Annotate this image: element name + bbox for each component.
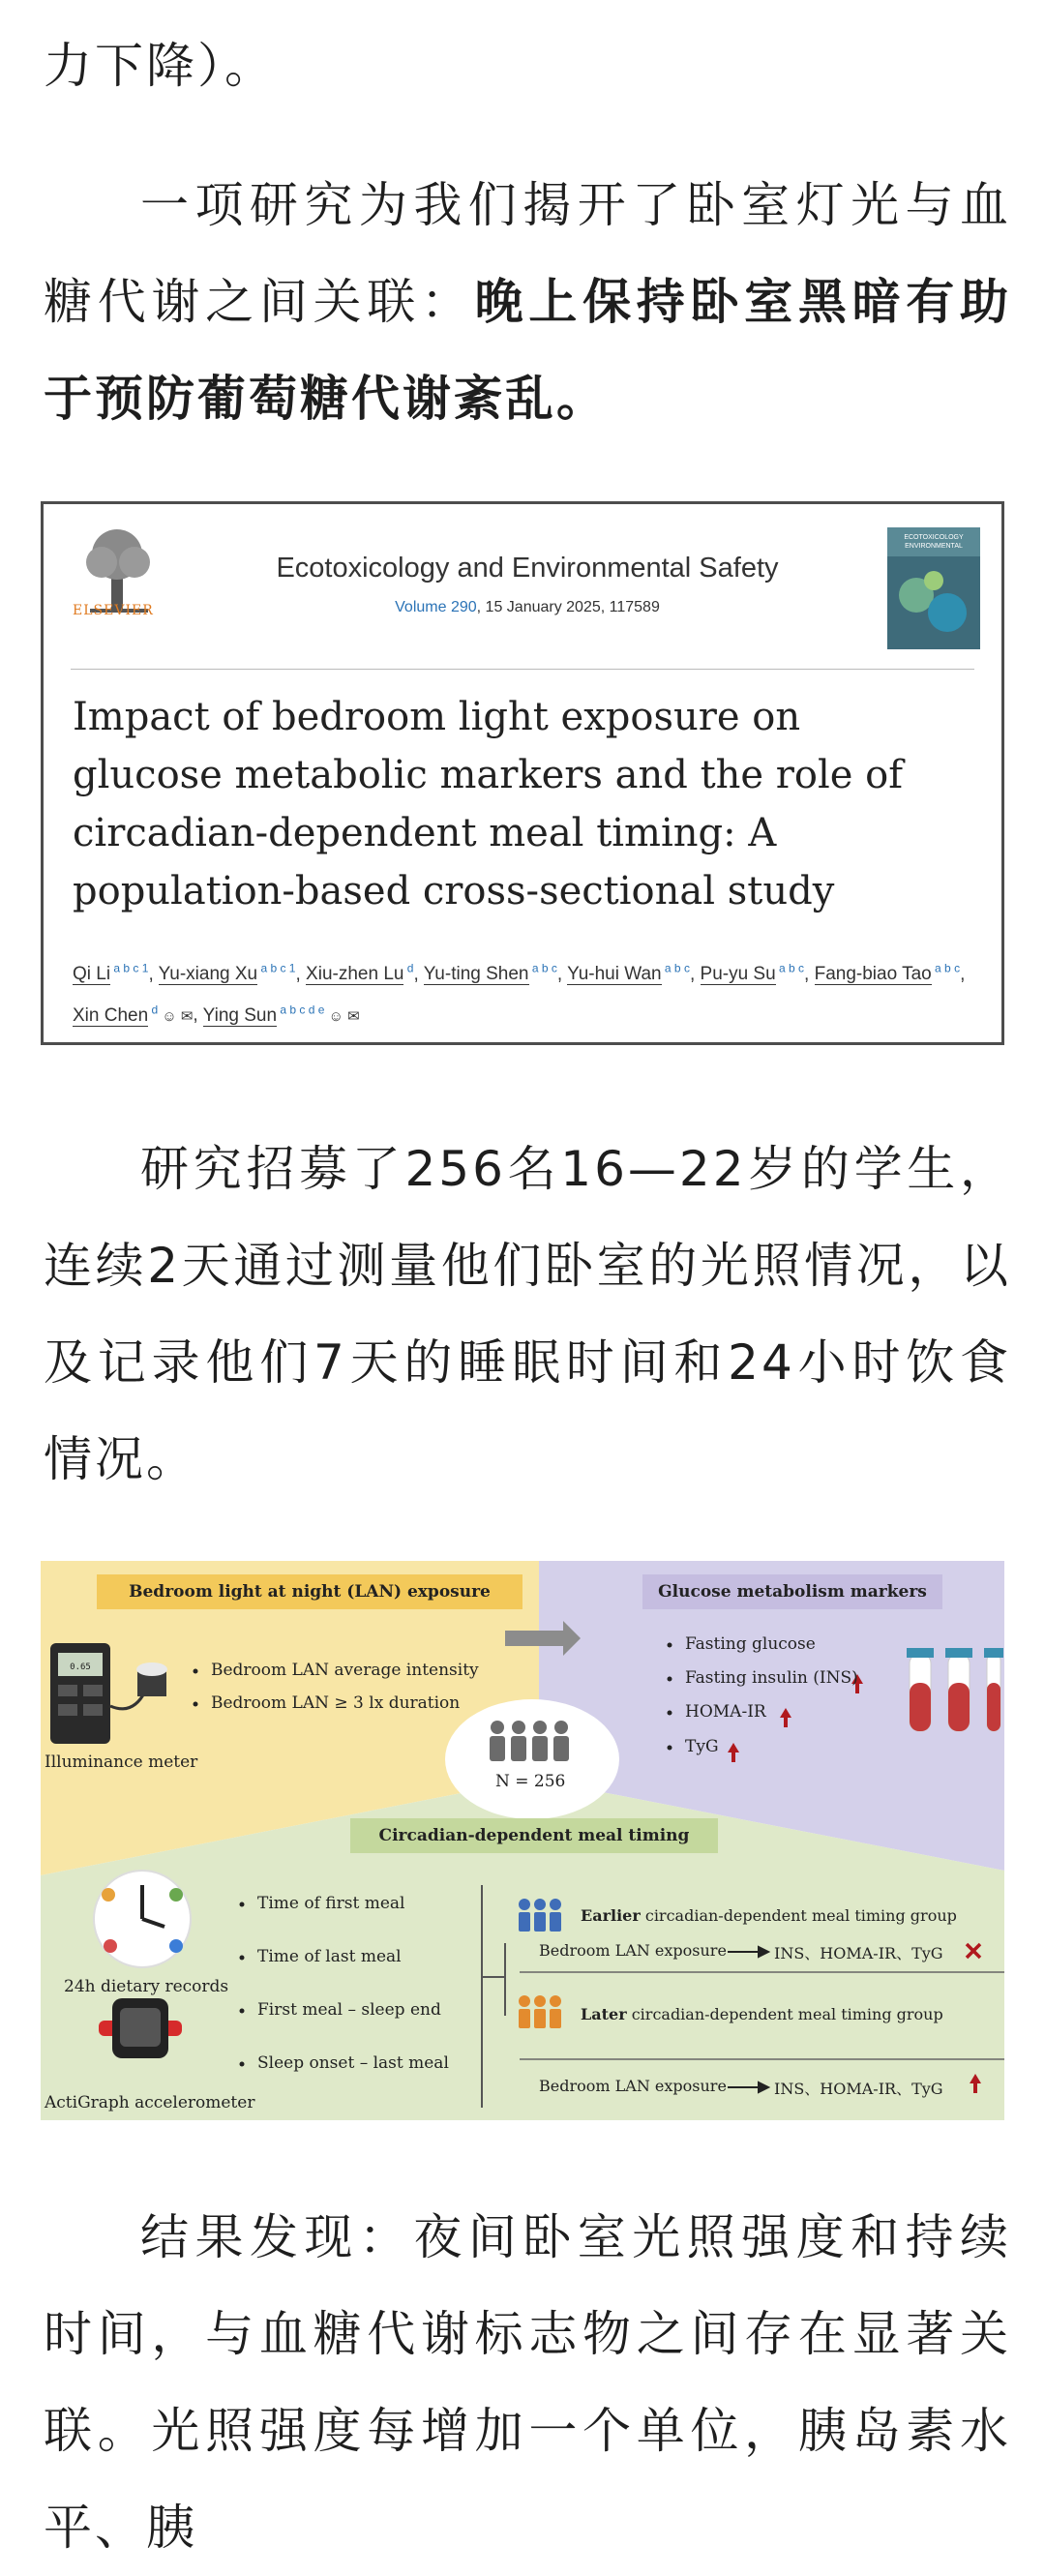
glucose-item-4: TyG xyxy=(685,1737,719,1756)
author-9[interactable] xyxy=(203,1005,360,1026)
svg-text:ENVIRONMENTAL: ENVIRONMENTAL xyxy=(905,543,963,550)
meal-title: Circadian-dependent meal timing xyxy=(378,1826,690,1845)
author-affiliation: d xyxy=(403,962,414,975)
meter-label: Illuminance meter xyxy=(45,1752,198,1772)
author-affiliation: a b c 1 xyxy=(257,962,296,975)
author-list: Qi Li $^{a b c 1}$, Yu-xiang Xu $^{a b c 1}$, Xiu-zhen Lu $^d$, Yu-ting Shen $^{a b c}$, Yu-hui Wan $^{a b c}$, Pu-yu Su $^{a b c}$, Fang-biao Tao $^{a b c}$, Xin Chen $^d$ ☺ ✉, Ying Sun $^{a b c d e}$ ☺ ✉ xyxy=(73,962,966,1026)
author-name[interactable]: Yu-ting Shen xyxy=(423,964,529,985)
author-affiliation: a b c d e xyxy=(277,1003,325,1017)
paragraph-2: 研究招募了256名16—22岁的学生，连续2天通过测量他们卧室的光照情况，以及记录他们7天的睡眠时间和24小时饮食情况。 xyxy=(44,1141,1011,1487)
volume-info xyxy=(189,599,866,616)
author-5[interactable] xyxy=(567,964,690,984)
later-bold: Later xyxy=(581,2005,627,2023)
journal-cover-image xyxy=(887,527,980,649)
author-name[interactable]: Ying Sun xyxy=(202,1004,278,1026)
svg-text:ECOTOXICOLOGY: ECOTOXICOLOGY xyxy=(904,534,964,541)
corresponding-author-icon[interactable]: ☺ ✉ xyxy=(324,1007,360,1025)
paragraph-0: 力下降）。 xyxy=(44,38,276,94)
author-name[interactable]: Xin Chen xyxy=(73,1004,149,1026)
author-7[interactable] xyxy=(815,964,960,984)
later-group-label xyxy=(581,2005,943,2023)
author-2[interactable] xyxy=(159,964,296,984)
glucose-item-2: Fasting insulin (INS) xyxy=(685,1668,858,1688)
dietary-label: 24h dietary records xyxy=(64,1977,229,1996)
author-name[interactable]: Yu-xiang Xu xyxy=(158,964,258,985)
later-lan-exposure: Bedroom LAN exposure xyxy=(539,2077,727,2095)
sample-size: N = 256 xyxy=(495,1772,566,1791)
author-affiliation: a b c xyxy=(931,962,961,975)
earlier-rest: circadian-dependent meal timing group xyxy=(640,1906,957,1925)
author-3[interactable] xyxy=(306,964,413,984)
meter-reading: 0.65 xyxy=(70,1662,91,1672)
lan-item-2: Bedroom LAN ≥ 3 lx duration xyxy=(211,1693,461,1713)
glucose-item-1: Fasting glucose xyxy=(685,1634,816,1654)
author-8[interactable] xyxy=(73,1005,193,1026)
author-name[interactable]: Xiu-zhen Lu xyxy=(306,964,404,985)
paper-header-image xyxy=(41,501,1004,1045)
author-affiliation: a b c xyxy=(661,962,690,975)
meal-item-3: First meal – sleep end xyxy=(257,2000,441,2020)
author-name[interactable]: Qi Li xyxy=(73,964,111,985)
paragraph-1-text: 一项研究为我们揭开了卧室灯光与血糖代谢之间关联： xyxy=(44,177,1011,330)
elsevier-wordmark: ELSEVIER xyxy=(73,603,154,618)
author-affiliation: a b c 1 xyxy=(110,962,149,975)
meal-item-4: Sleep onset – last meal xyxy=(257,2053,449,2073)
meal-item-2: Time of last meal xyxy=(257,1947,402,1966)
paragraph-1-emphasis: 晚上保持卧室黑暗有助于预防葡萄糖代谢紊乱。 xyxy=(44,274,1012,427)
earlier-markers: INS、HOMA-IR、TyG xyxy=(774,1944,943,1962)
paragraph-1 xyxy=(44,157,1011,447)
later-markers: INS、HOMA-IR、TyG xyxy=(774,2080,943,2098)
paragraph-3: 结果发现：夜间卧室光照强度和持续时间，与血糖代谢标志物之间存在显著关联。光照强度每增加一个单位，胰岛素水平、胰 xyxy=(44,2209,1011,2556)
meal-item-1: Time of first meal xyxy=(257,1894,405,1913)
author-4[interactable] xyxy=(424,964,557,984)
author-1[interactable] xyxy=(73,964,148,984)
author-affiliation: d xyxy=(148,1003,159,1017)
author-name[interactable]: Yu-hui Wan xyxy=(567,964,662,985)
author-6[interactable] xyxy=(701,964,805,984)
earlier-bold: Earlier xyxy=(581,1906,641,1925)
journal-name: Ecotoxicology and Environmental Safety xyxy=(276,553,779,584)
accelerometer-label: ActiGraph accelerometer xyxy=(45,2093,255,2112)
author-name[interactable]: Pu-yu Su xyxy=(700,964,776,985)
later-rest: circadian-dependent meal timing group xyxy=(626,2005,943,2023)
volume-date: , 15 January 2025, 117589 xyxy=(476,599,660,615)
corresponding-author-icon[interactable]: ☺ ✉ xyxy=(158,1007,194,1025)
volume-link[interactable]: Volume 290 xyxy=(395,599,477,615)
author-affiliation: a b c xyxy=(528,962,557,975)
glucose-item-3: HOMA-IR xyxy=(685,1702,766,1722)
header-divider xyxy=(71,669,974,670)
graphical-abstract xyxy=(41,1561,1004,2120)
lan-title: Bedroom light at night (LAN) exposure xyxy=(129,1582,491,1602)
earlier-lan-exposure: Bedroom LAN exposure xyxy=(539,1941,727,1960)
lan-item-1: Bedroom LAN average intensity xyxy=(211,1661,479,1680)
glucose-title: Glucose metabolism markers xyxy=(658,1582,927,1602)
paper-title: Impact of bedroom light exposure on glucose metabolic markers and the role of circadian-dependent meal timing: A population-based cross-sectional study xyxy=(73,695,904,914)
earlier-group-label xyxy=(581,1906,957,1925)
author-name[interactable]: Fang-biao Tao xyxy=(814,964,932,985)
author-affiliation: a b c xyxy=(775,962,805,975)
